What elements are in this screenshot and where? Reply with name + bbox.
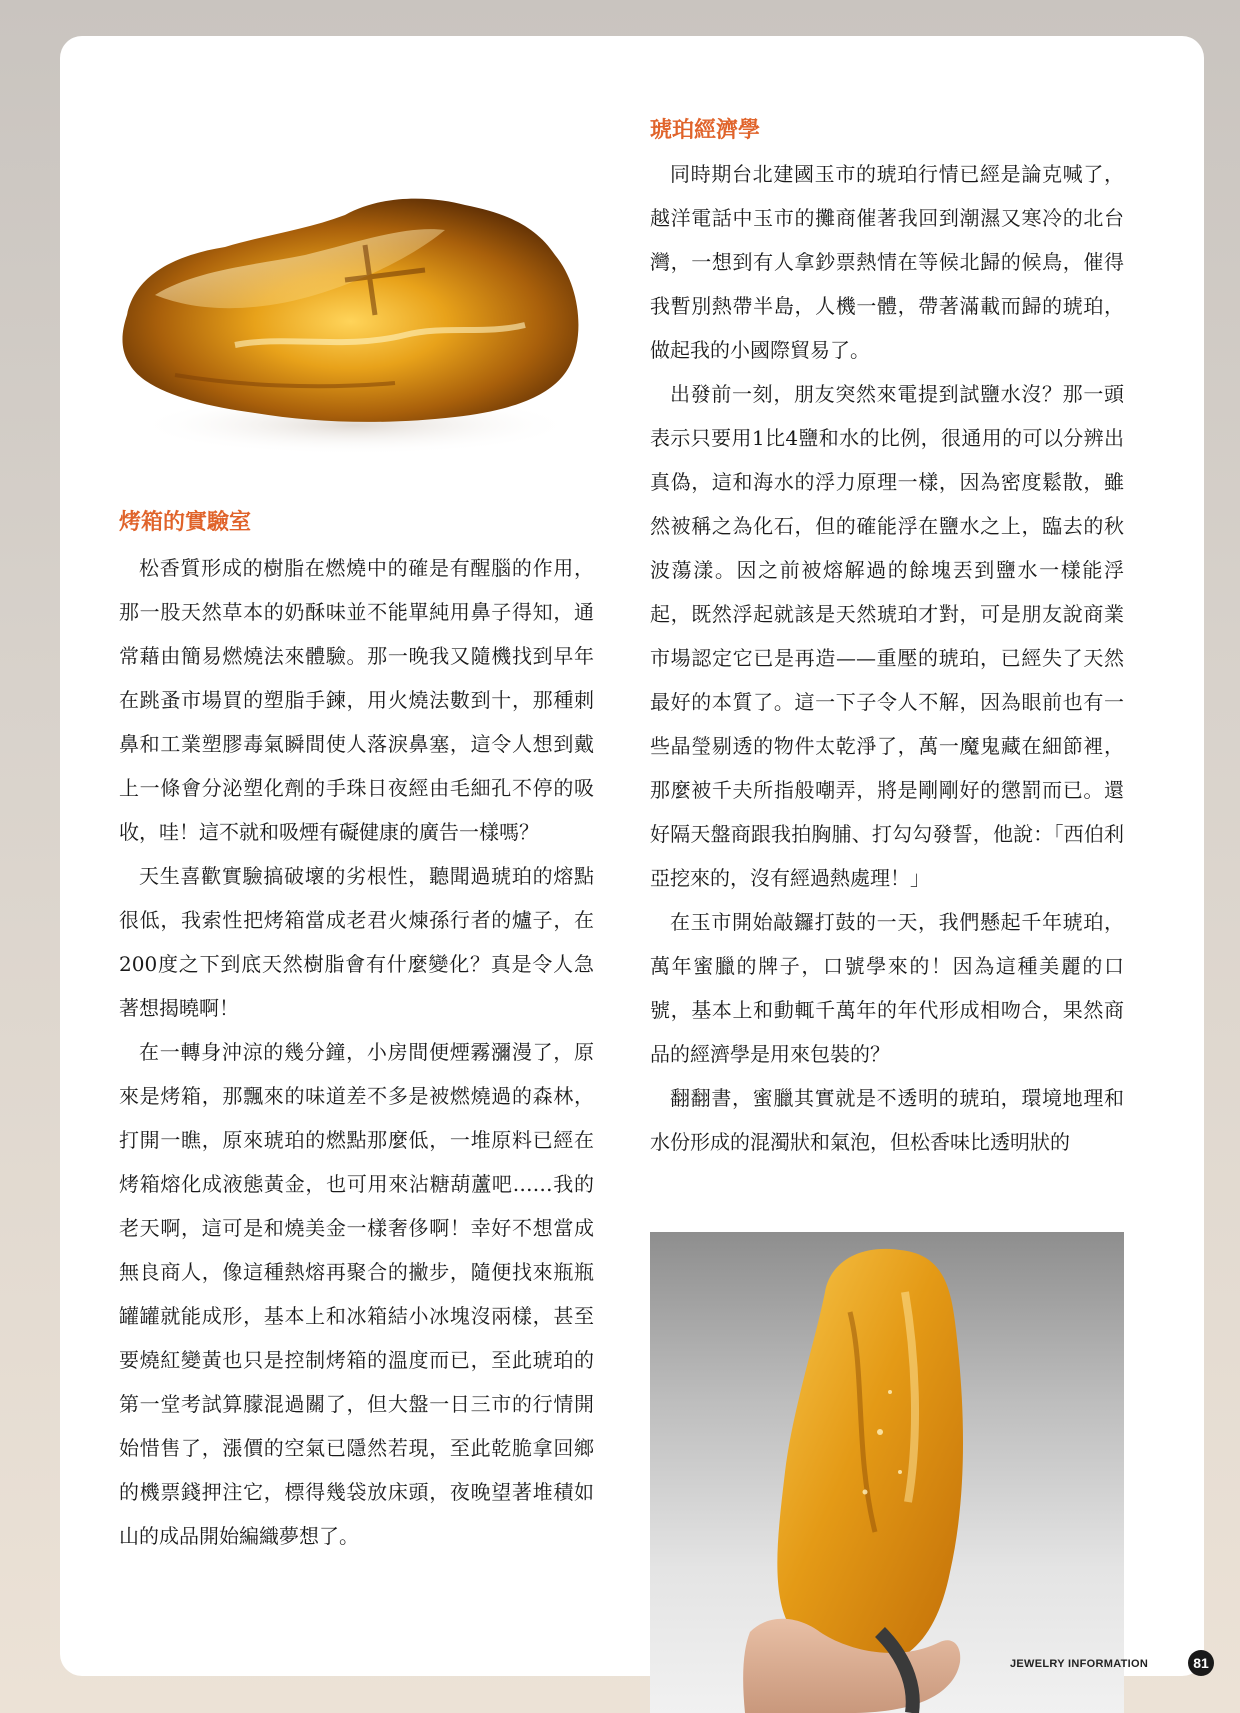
- left-column-text: [119, 546, 594, 1558]
- page-number: 81: [1188, 1650, 1214, 1676]
- right-column-text: [650, 152, 1124, 1164]
- paragraph: 天生喜歡實驗搞破壞的劣根性，聽聞過琥珀的熔點很低，我索性把烤箱當成老君火煉孫行者的爐子，在200度之下到底天然樹脂會有什麼變化？真是令人急著想揭曉啊！: [119, 864, 594, 1020]
- paragraph: 同時期台北建國玉市的琥珀行情已經是論克喊了，越洋電話中玉市的攤商催著我回到潮濕又寒冷的北台灣，一想到有人拿鈔票熱情在等候北歸的候鳥，催得我暫別熱帶半島，人機一體，帶著滿載而歸的琥珀，做起我的小國際貿易了。: [650, 162, 1124, 362]
- section-heading-amber-economics: 琥珀經濟學: [650, 117, 761, 143]
- section-heading-oven-lab: 烤箱的實驗室: [119, 509, 252, 535]
- amber-chunk-image: [115, 185, 595, 465]
- amber-in-hand-illustration: [650, 1232, 1124, 1713]
- amber-in-hand-photo: [650, 1232, 1124, 1713]
- paragraph: 翻翻書，蜜臘其實就是不透明的琥珀，環境地理和水份形成的混濁狀和氣泡，但松香味比透明狀的: [650, 1086, 1124, 1154]
- paragraph: 出發前一刻，朋友突然來電提到試鹽水沒？那一頭表示只要用1比4鹽和水的比例，很通用的可以分辨出真偽，這和海水的浮力原理一樣，因為密度鬆散，雖然被稱之為化石，但的確能浮在鹽水之上，臨去的秋波蕩漾。因之前被熔解過的餘塊丟到鹽水一樣能浮起，既然浮起就該是天然琥珀才對，可是朋友說商業市場認定它已是再造——重壓的琥珀，已經失了天然最好的本質了。這一下子令人不解，因為眼前也有一些晶瑩剔透的物件太乾淨了，萬一魔鬼藏在細節裡，那麼被千夫所指般嘲弄，將是剛剛好的懲罰而已。還好隔天盤商跟我拍胸脯、打勾勾發誓，他說：「西伯利亞挖來的，沒有經過熱處理！」: [650, 382, 1124, 890]
- paragraph: 在玉市開始敲鑼打鼓的一天，我們懸起千年琥珀，萬年蜜臘的牌子，口號學來的！因為這種美麗的口號，基本上和動輒千萬年的年代形成相吻合，果然商品的經濟學是用來包裝的？: [650, 910, 1124, 1066]
- paragraph: 在一轉身沖涼的幾分鐘，小房間便煙霧瀰漫了，原來是烤箱，那飄來的味道差不多是被燃燒過的森林，打開一瞧，原來琥珀的燃點那麼低，一堆原料已經在烤箱熔化成液態黃金，也可用來沾糖葫蘆吧……我的老天啊，這可是和燒美金一樣奢侈啊！幸好不想當成無良商人，像這種熱熔再聚合的撇步，隨便找來瓶瓶罐罐就能成形，基本上和冰箱結小冰塊沒兩樣，甚至要燒紅變黃也只是控制烤箱的溫度而已，至此琥珀的第一堂考試算朦混過關了，但大盤一日三市的行情開始惜售了，漲價的空氣已隱然若現，至此乾脆拿回鄉的機票錢押注它，標得幾袋放床頭，夜晚望著堆積如山的成品開始編織夢想了。: [119, 1040, 594, 1548]
- magazine-name: JEWELRY INFORMATION: [1010, 1658, 1149, 1670]
- paragraph: 松香質形成的樹脂在燃燒中的確是有醒腦的作用，那一股天然草本的奶酥味並不能單純用鼻子得知，通常藉由簡易燃燒法來體驗。那一晚我又隨機找到早年在跳蚤市場買的塑脂手鍊，用火燒法數到十，那種刺鼻和工業塑膠毒氣瞬間使人落淚鼻塞，這令人想到戴上一條會分泌塑化劑的手珠日夜經由毛細孔不停的吸收，哇！這不就和吸煙有礙健康的廣告一樣嗎？: [119, 556, 594, 844]
